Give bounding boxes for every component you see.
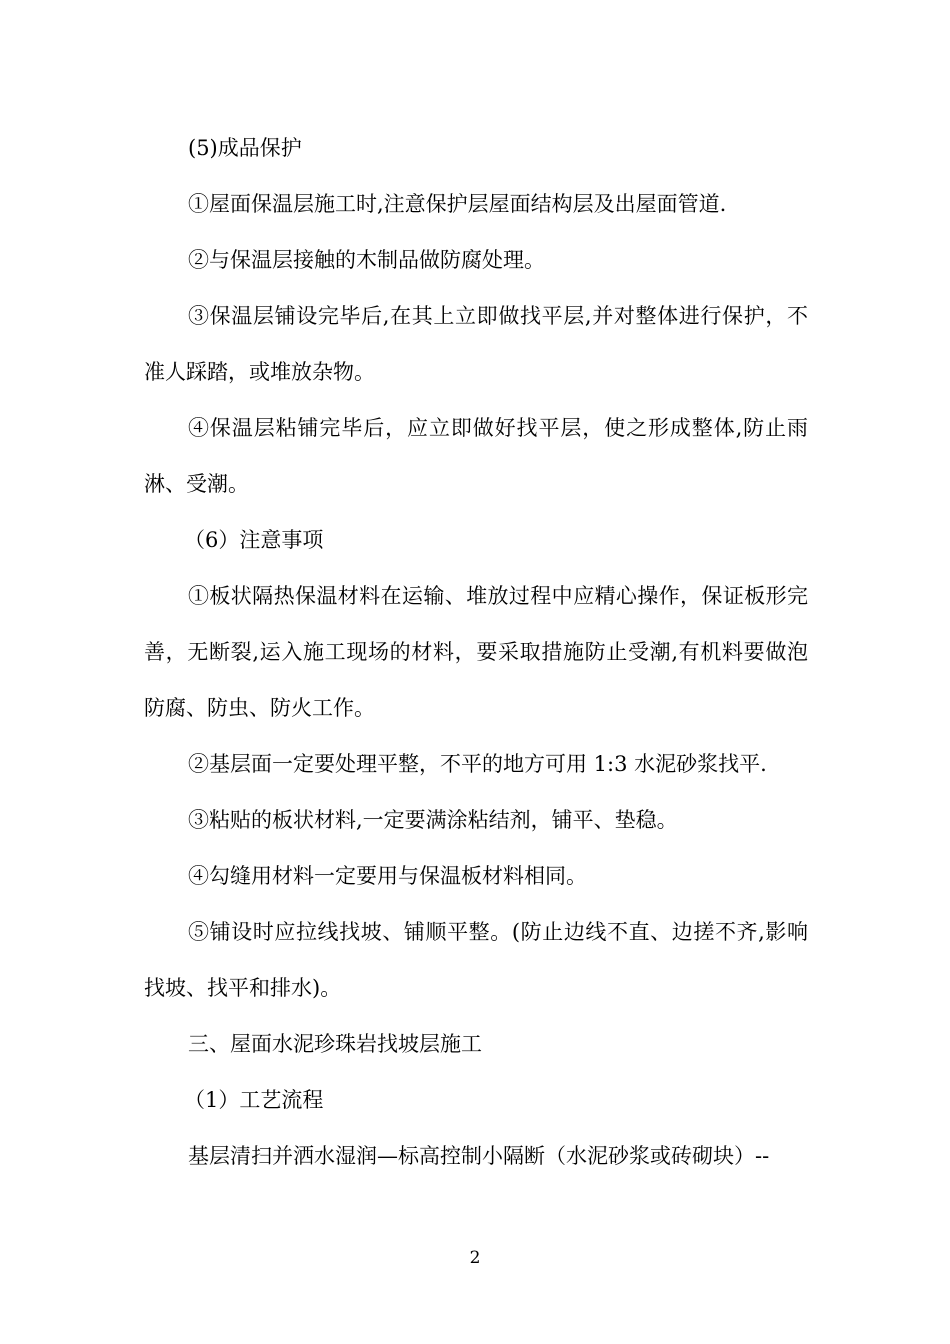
paragraph-precautions-heading: （6）注意事项 <box>184 528 324 552</box>
document-body <box>144 128 808 1175</box>
paragraph-precaution-item-1: ①板状隔热保温材料在运输、堆放过程中应精心操作，保证板形完善，无断裂,运入施工现场的材料，要采取措施防止受潮,有机料要做泡防腐、防虫、防火工作。 <box>144 584 808 720</box>
paragraph-protection-item-1: ①屋面保温层施工时,注意保护层屋面结构层及出屋面管道. <box>188 192 727 216</box>
paragraph-gap <box>144 223 808 240</box>
page-number: 2 <box>469 1248 481 1268</box>
paragraph-protection-item-2: ②与保温层接触的木制品做防腐处理。 <box>188 248 545 272</box>
paragraph-gap <box>144 1119 808 1136</box>
paragraph-gap <box>144 1063 808 1080</box>
paragraph-precaution-item-2: ②基层面一定要处理平整，不平的地方可用 1:3 水泥砂浆找平. <box>188 752 767 776</box>
paragraph-precaution-item-3: ③粘贴的板状材料,一定要满涂粘结剂，铺平、垫稳。 <box>188 808 678 832</box>
paragraph-gap <box>144 839 808 856</box>
paragraph-precaution-item-4: ④勾缝用材料一定要用与保温板材料相同。 <box>188 864 587 888</box>
paragraph-process-flow-heading: （1）工艺流程 <box>184 1088 324 1112</box>
paragraph-protection-item-3: ③保温层铺设完毕后,在其上立即做找平层,并对整体进行保护，不准人踩踏，或堆放杂物。 <box>144 304 808 384</box>
paragraph-finished-product-protection-heading: (5)成品保护 <box>188 136 302 160</box>
paragraph-section-three-heading: 三、屋面水泥珍珠岩找坡层施工 <box>188 1032 482 1056</box>
paragraph-process-flow-text: 基层清扫并洒水湿润—标高控制小隔断（水泥砂浆或砖砌块）-- <box>188 1144 770 1168</box>
paragraph-precaution-item-5: ⑤铺设时应拉线找坡、铺顺平整。(防止边线不直、边搓不齐,影响找坡、找平和排水)。 <box>144 920 808 1000</box>
paragraph-gap <box>144 783 808 800</box>
paragraph-protection-item-4: ④保温层粘铺完毕后，应立即做好找平层，使之形成整体,防止雨淋、受潮。 <box>144 416 808 496</box>
paragraph-gap <box>144 167 808 184</box>
